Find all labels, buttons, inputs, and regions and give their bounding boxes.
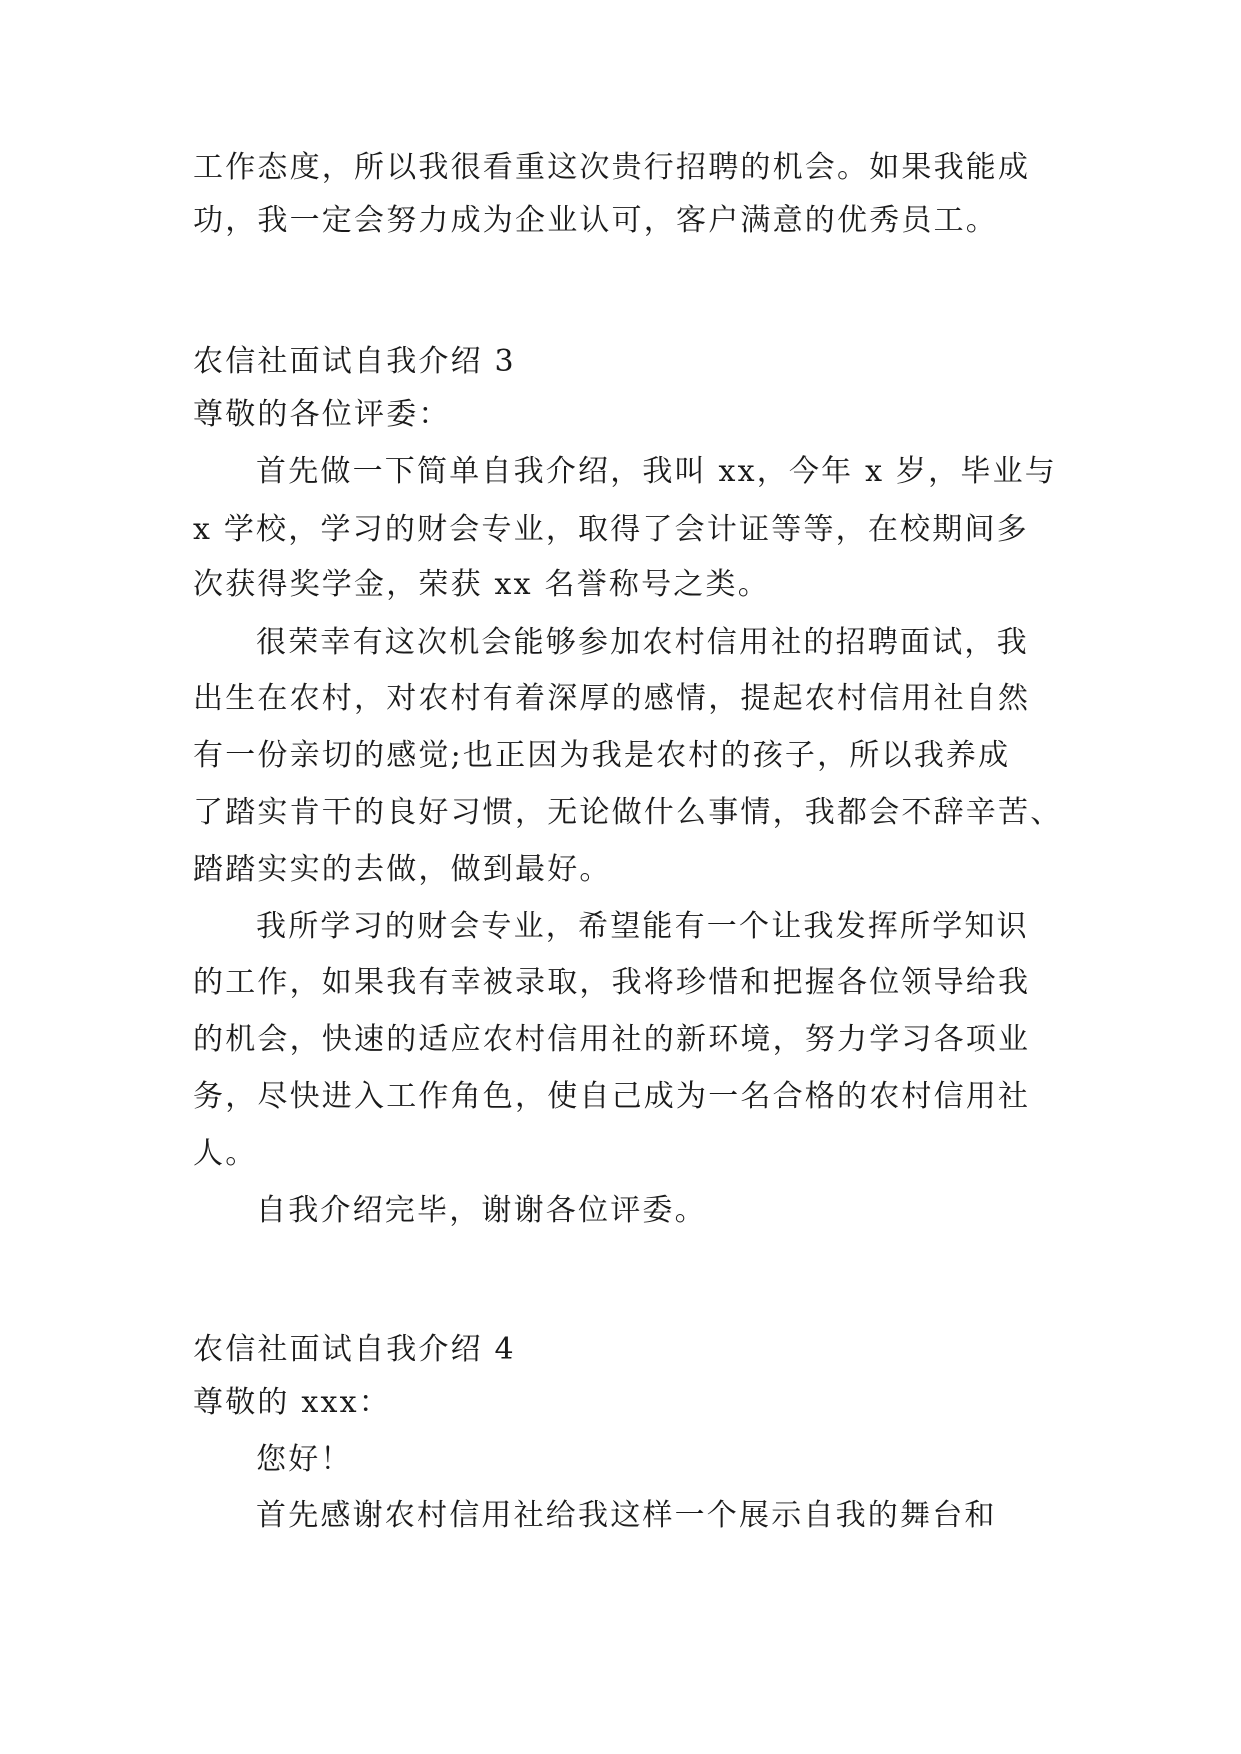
- paragraph-line: 很荣幸有这次机会能够参加农村信用社的招聘面试，我: [256, 625, 1029, 660]
- paragraph-line: 工作态度，所以我很看重这次贵行招聘的机会。如果我能成: [193, 150, 1031, 185]
- paragraph-line: 的工作，如果我有幸被录取，我将珍惜和把握各位领导给我: [193, 965, 1031, 1000]
- greeting-line: 您好！: [256, 1442, 353, 1477]
- paragraph-line: 次获得奖学金，荣获 xx 名誉称号之类。: [193, 567, 770, 602]
- paragraph-line: 我所学习的财会专业，希望能有一个让我发挥所学知识: [256, 909, 1029, 944]
- paragraph-line: 首先做一下简单自我介绍，我叫 xx，今年 x 岁，毕业与: [256, 454, 1057, 489]
- section-title: 农信社面试自我介绍 3: [193, 344, 516, 379]
- paragraph-line: 务，尽快进入工作角色，使自己成为一名合格的农村信用社: [193, 1079, 1031, 1114]
- paragraph-line: 有一份亲切的感觉;也正因为我是农村的孩子，所以我养成: [193, 738, 1011, 773]
- section-title: 农信社面试自我介绍 4: [193, 1332, 516, 1367]
- closing-line: 自我介绍完毕，谢谢各位评委。: [256, 1193, 707, 1228]
- paragraph-line: 人。: [193, 1136, 258, 1171]
- paragraph-line: 首先感谢农村信用社给我这样一个展示自我的舞台和: [256, 1498, 997, 1533]
- paragraph-line: x 学校，学习的财会专业，取得了会计证等等，在校期间多: [193, 512, 1029, 547]
- paragraph-line: 踏踏实实的去做，做到最好。: [193, 852, 612, 887]
- paragraph-line: 了踏实肯干的良好习惯，无论做什么事情，我都会不辞辛苦、: [193, 795, 1063, 830]
- paragraph-line: 功，我一定会努力成为企业认可，客户满意的优秀员工。: [193, 203, 998, 238]
- paragraph-line: 出生在农村，对农村有着深厚的感情，提起农村信用社自然: [193, 681, 1031, 716]
- salutation: 尊敬的 xxx：: [193, 1385, 391, 1420]
- salutation: 尊敬的各位评委：: [193, 397, 451, 432]
- paragraph-line: 的机会，快速的适应农村信用社的新环境，努力学习各项业: [193, 1022, 1031, 1057]
